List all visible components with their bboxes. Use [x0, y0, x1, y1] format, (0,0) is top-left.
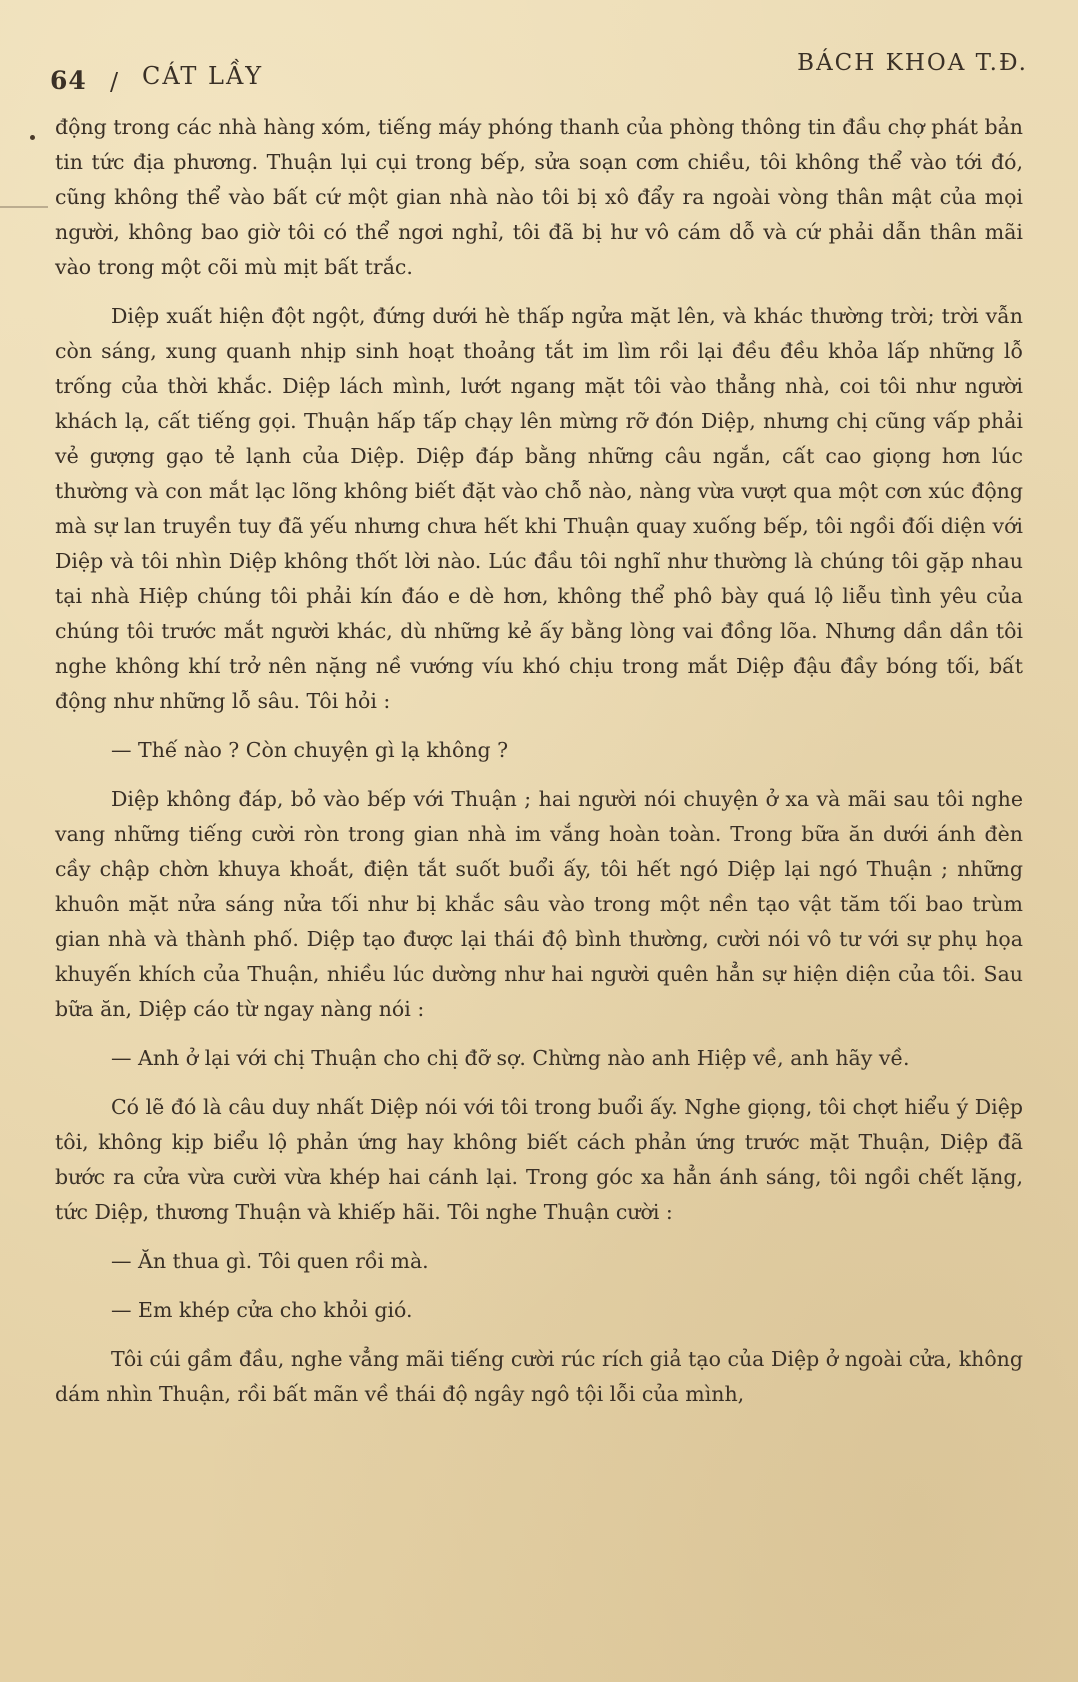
paragraph: Diệp xuất hiện đột ngột, đứng dưới hè thấp ngửa mặt lên, và khác thường trời; trời vẫn còn sáng, xung quanh nhịp sinh hoạt thoảng tắt im lìm rồi lại đều đều khỏa lấp những lỗ trống của thời khắc. Diệp lách mình, lướt ngang mặt tôi vào thẳng nhà, coi tôi như người khách lạ, cất tiếng gọi. Thuận hấp tấp chạy lên mừng rỡ đón Diệp, nhưng chị cũng vấp phải vẻ gượng gạo tẻ lạnh của Diệp. Diệp đáp bằng những câu ngắn, cất cao giọng hơn lúc thường và con mắt lạc lõng không biết đặt vào chỗ nào, nàng vừa vượt qua một cơn xúc động mà sự lan truyền tuy đã yếu nhưng chưa hết khi Thuận quay xuống bếp, tôi ngồi đối diện với Diệp và tôi nhìn Diệp không thốt lời nào. Lúc đầu tôi nghĩ như thường là chúng tôi gặp nhau tại nhà Hiệp chúng tôi phải kín đáo e dè hơn, không thể phô bày quá lộ liễu tình yêu của chúng tôi trước mắt người khác, dù những kẻ ấy bằng lòng vai đồng lõa. Nhưng dần dần tôi nghe không khí trở nên nặng nề vướng víu khó chịu trong mắt Diệp đậu đầy bóng tối, bất động như những lỗ sâu. Tôi hỏi : [55, 304, 1023, 713]
paragraph: Diệp không đáp, bỏ vào bếp với Thuận ; hai người nói chuyện ở xa và mãi sau tôi nghe vang những tiếng cười ròn trong gian nhà im vắng hoàn toàn. Trong bữa ăn dưới ánh đèn cầy chập chờn khuya khoắt, điện tắt suốt buổi ấy, tôi hết ngó Diệp lại ngó Thuận ; những khuôn mặt nửa sáng nửa tối như bị khắc sâu vào trong một nền tạo vật tăm tối bao trùm gian nhà và thành phố. Diệp tạo được lại thái độ bình thường, cười nói vô tư với sự phụ họa khuyến khích của Thuận, nhiều lúc dường như hai người quên hẳn sự hiện diện của tôi. Sau bữa ăn, Diệp cáo từ ngay nàng nói : [55, 787, 1023, 1021]
paragraph: Tôi cúi gầm đầu, nghe vẳng mãi tiếng cười rúc rích giả tạo của Diệp ở ngoài cửa, không dám nhìn Thuận, rồi bất mãn về thái độ ngây ngô tội lỗi của mình, [55, 1347, 1023, 1406]
journal-title: BÁCH KHOA T.Đ. [797, 50, 1028, 76]
ink-dot [30, 135, 35, 140]
dialogue-line: — Ăn thua gì. Tôi quen rồi mà. [111, 1249, 429, 1273]
header-separator: / [110, 68, 119, 96]
page-number: 64 [50, 66, 87, 95]
dialogue-line: — Anh ở lại với chị Thuận cho chị đỡ sợ. Chừng nào anh Hiệp về, anh hãy về. [111, 1046, 910, 1070]
paragraph: động trong các nhà hàng xóm, tiếng máy phóng thanh của phòng thông tin đầu chợ phát bản tin tức địa phương. Thuận lụi cụi trong bếp, sửa soạn cơm chiều, tôi không thể vào tới đó, cũng không thể vào bất cứ một gian nhà nào tôi bị xô đẩy ra ngoài vòng thân mật của mọi người, không bao giờ tôi có thể ngơi nghỉ, tôi đã bị hư vô cám dỗ và cứ phải dẫn thân mãi vào trong một cõi mù mịt bất trắc. [55, 115, 1023, 279]
dialogue-line: — Thế nào ? Còn chuyện gì lạ không ? [111, 738, 509, 762]
running-header [50, 50, 1028, 96]
paragraph: Có lẽ đó là câu duy nhất Diệp nói với tôi trong buổi ấy. Nghe giọng, tôi chợt hiểu ý Diệp tôi, không kịp biểu lộ phản ứng hay không biết cách phản ứng trước mặt Thuận, Diệp đã bước ra cửa vừa cười vừa khép hai cánh lại. Trong góc xa hẳn ánh sáng, tôi ngồi chết lặng, tức Diệp, thương Thuận và khiếp hãi. Tôi nghe Thuận cười : [55, 1095, 1023, 1224]
page-edge-mark [0, 206, 48, 208]
body-text [55, 110, 1023, 1426]
section-title: CÁT LẦY [142, 62, 264, 90]
dialogue-line: — Em khép cửa cho khỏi gió. [111, 1298, 413, 1322]
